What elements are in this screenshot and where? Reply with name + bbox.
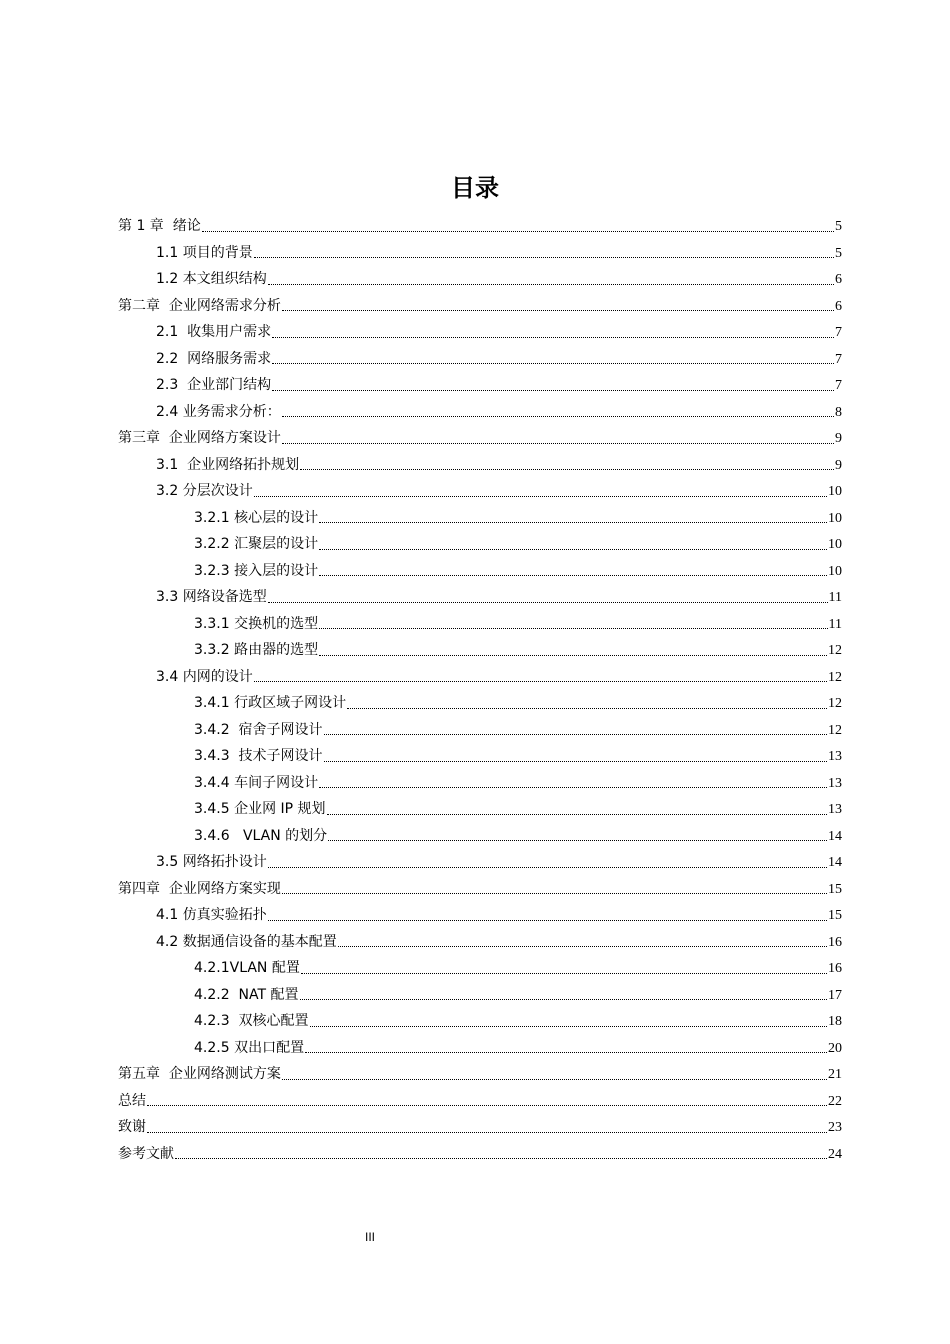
toc-dot-leader	[347, 708, 827, 709]
toc-dot-leader	[254, 681, 827, 682]
toc-entry-page: 11	[828, 590, 842, 605]
toc-entry-page: 8	[835, 404, 842, 420]
toc-entry[interactable]	[118, 478, 842, 505]
toc-entry[interactable]	[118, 1114, 842, 1141]
toc-entry-page: 5	[835, 245, 842, 261]
toc-entry[interactable]	[118, 1035, 842, 1062]
toc-entry-page: 22	[828, 1093, 842, 1109]
toc-entry-page: 13	[828, 749, 842, 764]
toc-entry-label: 致谢	[118, 1119, 146, 1135]
toc-entry[interactable]	[118, 637, 842, 664]
toc-entry-page: 15	[828, 881, 842, 897]
toc-entry-label: 3.2.3 接入层的设计	[194, 562, 319, 579]
toc-entry-page: 10	[828, 484, 842, 499]
toc-entry-label: 总结	[118, 1092, 146, 1109]
toc-dot-leader	[324, 761, 827, 762]
toc-entry-label: 4.2.2 NAT 配置	[194, 986, 299, 1003]
toc-entry-page: 6	[835, 272, 842, 287]
toc-dot-leader	[319, 575, 827, 576]
toc-entry-label: 3.3.2 路由器的选型	[194, 642, 319, 658]
toc-dot-leader	[268, 867, 827, 868]
toc-entry[interactable]	[118, 1008, 842, 1035]
toc-entry-page: 13	[828, 802, 842, 817]
toc-dot-leader	[202, 231, 834, 232]
toc-entry[interactable]	[118, 902, 842, 929]
toc-entry-label: 4.2.3 双核心配置	[194, 1013, 309, 1029]
toc-dot-leader	[147, 1105, 827, 1106]
toc-entry-label: 4.2 数据通信设备的基本配置	[156, 933, 337, 950]
toc-dot-leader	[310, 1026, 827, 1027]
toc-entry[interactable]	[118, 372, 842, 399]
toc-entry[interactable]	[118, 743, 842, 770]
toc-entry[interactable]	[118, 425, 842, 452]
toc-entry-label: 第二章 企业网络需求分析	[118, 297, 281, 314]
toc-dot-leader	[254, 257, 834, 258]
toc-entry-page: 6	[835, 298, 842, 314]
toc-entry-page: 12	[828, 696, 842, 711]
toc-dot-leader	[272, 390, 834, 391]
toc-entry-label: 3.4.3 技术子网设计	[194, 748, 323, 764]
toc-entry[interactable]	[118, 770, 842, 797]
toc-dot-leader	[268, 602, 828, 603]
toc-entry-page: 15	[828, 908, 842, 923]
toc-entry-label: 1.2 本文组织结构	[156, 271, 267, 287]
toc-dot-leader	[175, 1158, 827, 1159]
toc-dot-leader	[282, 893, 827, 894]
toc-entry[interactable]	[118, 849, 842, 876]
toc-dot-leader	[338, 946, 827, 947]
toc-dot-leader	[300, 999, 828, 1000]
toc-entry[interactable]	[118, 1061, 842, 1088]
toc-entry[interactable]	[118, 717, 842, 744]
toc-entry[interactable]	[118, 1141, 842, 1168]
toc-entry-page: 10	[828, 563, 842, 579]
toc-entry-label: 3.4.2 宿舍子网设计	[194, 721, 323, 738]
page-title: 目录	[451, 174, 499, 202]
page-number: III	[364, 1230, 375, 1244]
toc-entry-page: 14	[828, 828, 842, 844]
toc-entry-label: 2.3 企业部门结构	[156, 377, 272, 393]
toc-entry-label: 第三章 企业网络方案设计	[118, 430, 281, 446]
toc-entry-label: 3.4.4 车间子网设计	[194, 774, 319, 791]
toc-entry[interactable]	[118, 399, 842, 426]
toc-entry-page: 17	[828, 987, 842, 1003]
toc-entry-page: 20	[828, 1040, 842, 1056]
toc-entry-page: 16	[828, 934, 842, 950]
toc-entry-label: 4.1 仿真实验拓扑	[156, 907, 267, 923]
toc-entry[interactable]	[118, 796, 842, 823]
toc-entry-label: 3.5 网络拓扑设计	[156, 854, 267, 870]
toc-dot-leader	[282, 416, 834, 417]
toc-dot-leader	[282, 443, 834, 444]
toc-entry-label: 2.1 收集用户需求	[156, 324, 272, 340]
toc-entry[interactable]	[118, 584, 842, 611]
toc-entry-label: 3.3 网络设备选型	[156, 589, 267, 605]
toc-dot-leader	[319, 655, 827, 656]
toc-entry-page: 10	[828, 510, 842, 526]
toc-entry[interactable]	[118, 240, 842, 267]
toc-dot-leader	[282, 1079, 827, 1080]
toc-entry[interactable]	[118, 319, 842, 346]
toc-entry[interactable]	[118, 558, 842, 585]
toc-entry[interactable]	[118, 611, 842, 638]
toc-entry-label: 1.1 项目的背景	[156, 244, 253, 261]
toc-entry-page: 12	[828, 643, 842, 658]
toc-dot-leader	[300, 469, 834, 470]
toc-dot-leader	[319, 522, 827, 523]
toc-entry-label: 4.2.1VLAN 配置	[194, 960, 300, 976]
toc-entry-page: 16	[828, 961, 842, 976]
toc-entry-label: 3.3.1 交换机的选型	[194, 615, 319, 632]
table-of-contents	[118, 213, 842, 1167]
toc-entry-label: 3.2.1 核心层的设计	[194, 509, 319, 526]
toc-dot-leader	[324, 734, 827, 735]
toc-entry-label: 3.4.1 行政区域子网设计	[194, 695, 347, 711]
toc-entry-page: 7	[835, 378, 842, 393]
toc-dot-leader	[319, 628, 827, 629]
toc-entry-page: 24	[828, 1146, 842, 1162]
toc-entry[interactable]	[118, 213, 842, 240]
toc-dot-leader	[147, 1132, 827, 1133]
toc-entry-page: 7	[835, 351, 842, 367]
toc-entry-page: 5	[835, 219, 842, 234]
toc-entry[interactable]	[118, 531, 842, 558]
toc-dot-leader	[282, 310, 834, 311]
toc-entry-page: 14	[828, 855, 842, 870]
toc-entry-label: 3.1 企业网络拓扑规划	[156, 456, 300, 473]
toc-entry[interactable]	[118, 690, 842, 717]
toc-entry-page: 9	[835, 431, 842, 446]
toc-entry[interactable]	[118, 266, 842, 293]
toc-entry[interactable]	[118, 452, 842, 479]
toc-dot-leader	[272, 363, 834, 364]
toc-entry-label: 3.2 分层次设计	[156, 483, 253, 499]
toc-entry-label: 4.2.5 双出口配置	[194, 1039, 305, 1056]
toc-entry-page: 12	[828, 669, 842, 685]
toc-dot-leader	[328, 840, 827, 841]
toc-entry-page: 9	[835, 457, 842, 473]
toc-dot-leader	[319, 787, 827, 788]
toc-entry[interactable]	[118, 955, 842, 982]
toc-entry-label: 参考文献	[118, 1145, 174, 1162]
toc-entry-label: 3.4.6 VLAN 的划分	[194, 827, 328, 844]
toc-entry-page: 23	[828, 1120, 842, 1135]
toc-entry-page: 12	[828, 722, 842, 738]
toc-entry-label: 2.4 业务需求分析：	[156, 403, 281, 420]
toc-dot-leader	[301, 973, 827, 974]
toc-entry[interactable]	[118, 929, 842, 956]
toc-dot-leader	[327, 814, 827, 815]
toc-entry[interactable]	[118, 823, 842, 850]
toc-entry-page: 13	[828, 775, 842, 791]
toc-entry-label: 第四章 企业网络方案实现	[118, 880, 281, 897]
toc-entry-label: 3.2.2 汇聚层的设计	[194, 536, 319, 552]
toc-entry-page: 21	[828, 1067, 842, 1082]
toc-entry[interactable]	[118, 293, 842, 320]
toc-entry-label: 第 1 章 绪论	[118, 218, 201, 234]
toc-dot-leader	[268, 920, 827, 921]
toc-dot-leader	[305, 1052, 827, 1053]
toc-entry-page: 7	[835, 325, 842, 340]
toc-entry-label: 3.4 内网的设计	[156, 668, 253, 685]
toc-entry[interactable]	[118, 876, 842, 903]
toc-entry-page: 10	[828, 537, 842, 552]
toc-entry[interactable]	[118, 1088, 842, 1115]
toc-entry-label: 第五章 企业网络测试方案	[118, 1066, 281, 1082]
toc-dot-leader	[319, 549, 827, 550]
toc-entry-label: 3.4.5 企业网 IP 规划	[194, 801, 326, 817]
toc-entry[interactable]	[118, 664, 842, 691]
toc-entry[interactable]	[118, 346, 842, 373]
toc-entry-page: 11	[828, 616, 842, 632]
toc-entry-page: 18	[828, 1014, 842, 1029]
toc-entry-label: 2.2 网络服务需求	[156, 350, 272, 367]
toc-entry[interactable]	[118, 982, 842, 1009]
toc-dot-leader	[254, 496, 827, 497]
toc-dot-leader	[268, 284, 834, 285]
toc-dot-leader	[272, 337, 834, 338]
toc-entry[interactable]	[118, 505, 842, 532]
